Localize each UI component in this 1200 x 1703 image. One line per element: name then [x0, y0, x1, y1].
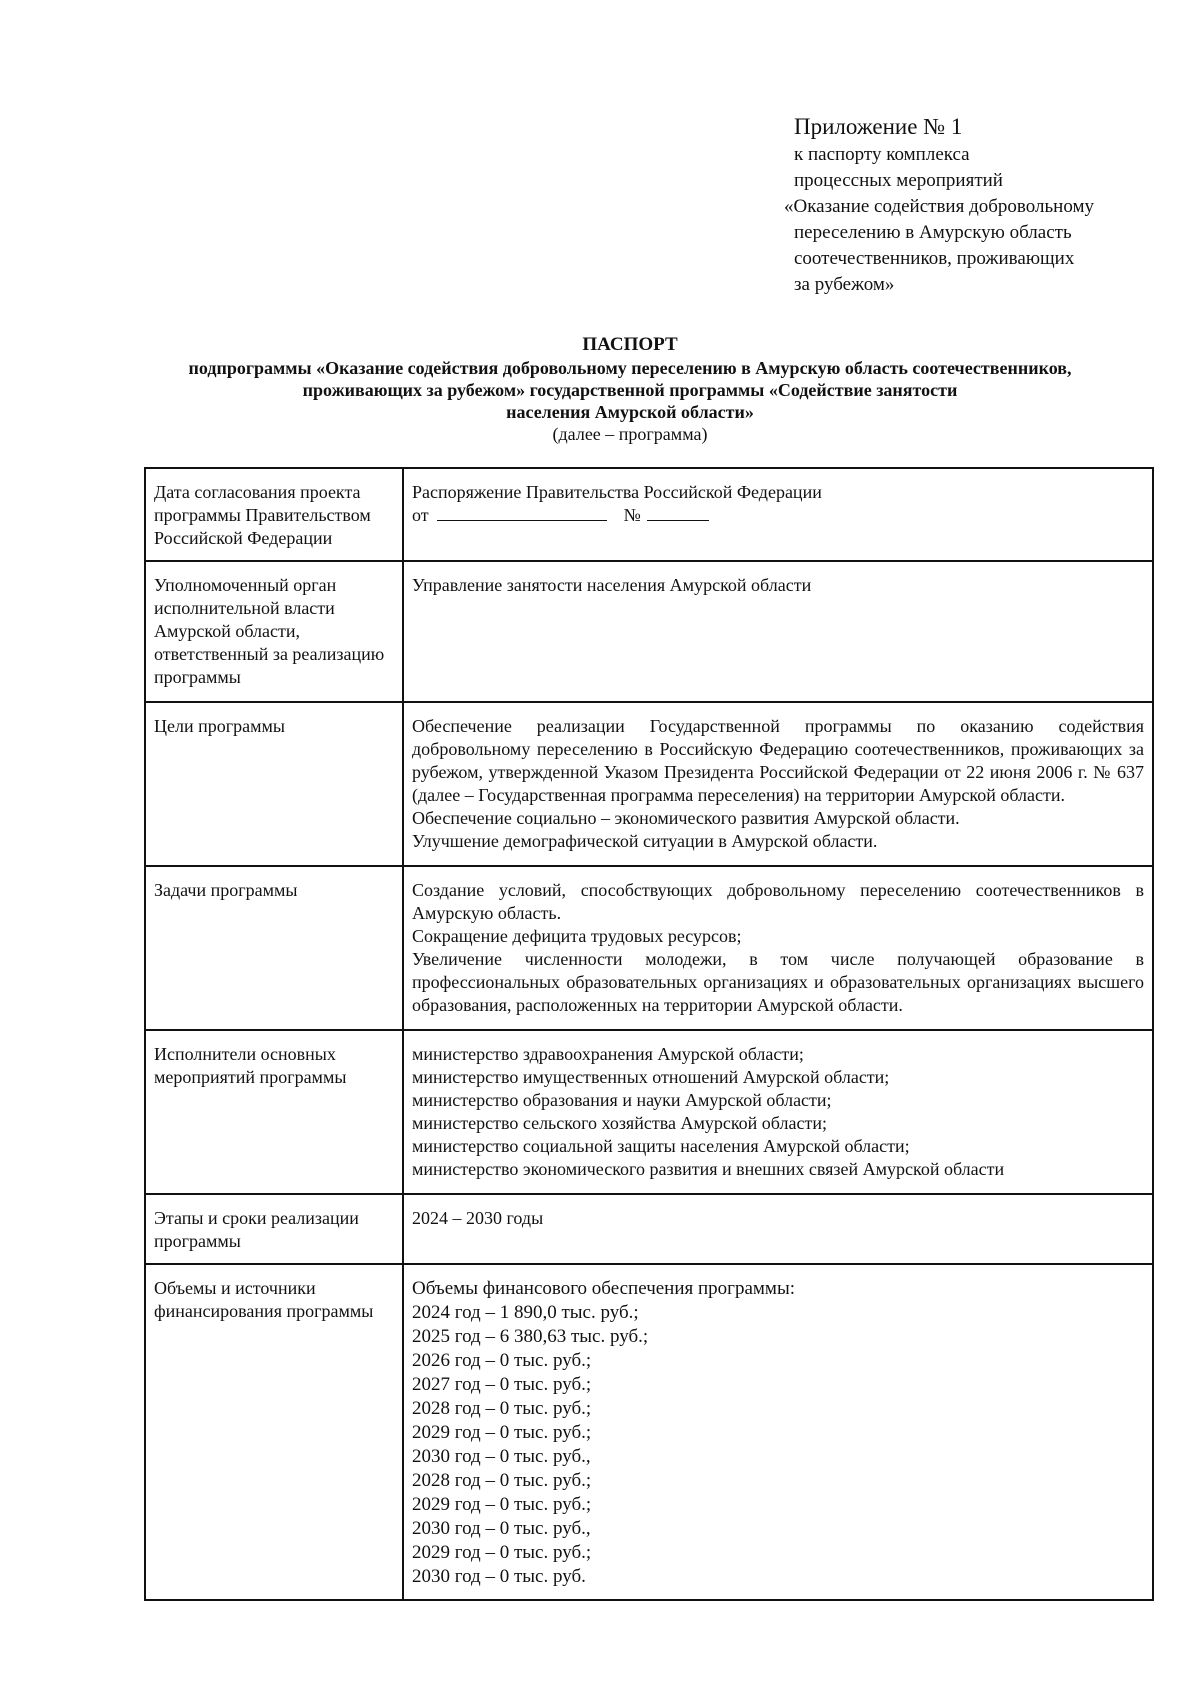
goal-item: Обеспечение социально – экономического развития Амурской области. [412, 808, 960, 828]
row-label: Объемы и источники финансирования программы [145, 1264, 403, 1600]
funding-item: 2028 год – 0 тыс. руб.; [412, 1470, 592, 1491]
appendix-line: за рубежом» [794, 274, 895, 295]
appendix-line: процессных мероприятий [794, 170, 1003, 191]
number-blank [647, 504, 709, 521]
passport-table [144, 467, 1154, 1601]
title-line: населения Амурской области» [506, 402, 754, 422]
date-blank [437, 504, 607, 521]
funding-item: 2029 год – 0 тыс. руб.; [412, 1422, 592, 1443]
funding-heading: Объемы финансового обеспечения программы: [412, 1278, 795, 1299]
row-goals [145, 702, 1153, 866]
row-value: Управление занятости населения Амурской области [403, 561, 1153, 702]
funding-item: 2030 год – 0 тыс. руб., [412, 1446, 591, 1467]
funding-item: 2029 год – 0 тыс. руб.; [412, 1494, 592, 1515]
row-value [403, 1030, 1153, 1194]
approval-date-line [412, 504, 1144, 527]
funding-item: 2024 год – 1 890,0 тыс. руб.; [412, 1302, 639, 1323]
row-stages [145, 1194, 1153, 1264]
row-approval [145, 468, 1153, 561]
row-executors [145, 1030, 1153, 1194]
appendix-line: к паспорту комплекса [794, 144, 970, 165]
funding-item: 2028 год – 0 тыс. руб.; [412, 1398, 592, 1419]
executor-item: министерство имущественных отношений Амурской области; [412, 1067, 890, 1087]
row-value [403, 468, 1153, 561]
title-line: проживающих за рубежом» государственной программы «Содействие занятости [302, 380, 958, 400]
row-label: Дата согласования проекта программы Правительством Российской Федерации [145, 468, 403, 561]
row-authority [145, 561, 1153, 702]
row-label: Уполномоченный орган исполнительной власти Амурской области, ответственный за реализацию программы [145, 561, 403, 702]
row-label: Этапы и сроки реализации программы [145, 1194, 403, 1264]
goal-item: Улучшение демографической ситуации в Амурской области. [412, 831, 878, 851]
title-main: ПАСПОРТ [582, 334, 678, 355]
executor-item: министерство экономического развития и внешних связей Амурской области [412, 1159, 1005, 1179]
row-value: 2024 – 2030 годы [403, 1194, 1153, 1264]
document-title [130, 334, 1130, 445]
funding-item: 2026 год – 0 тыс. руб.; [412, 1350, 592, 1371]
task-item: Увеличение численности молодежи, в том числе получающей образование в профессиональных образовательных организациях и образовательных организациях высшего образования, расположенных на территории Амурской области. [412, 949, 1144, 1015]
funding-item: 2027 год – 0 тыс. руб.; [412, 1374, 592, 1395]
row-tasks [145, 866, 1153, 1030]
row-value [403, 866, 1153, 1030]
row-value [403, 702, 1153, 866]
title-note: (далее – программа) [552, 424, 708, 444]
title-line: подпрограммы «Оказание содействия добровольному переселению в Амурскую область соотечественников, [188, 358, 1072, 378]
row-label: Задачи программы [145, 866, 403, 1030]
row-value [403, 1264, 1153, 1600]
appendix-line: соотечественников, проживающих [794, 248, 1075, 269]
appendix-number: Приложение № 1 [794, 114, 963, 139]
appendix-line: переселению в Амурскую область [794, 222, 1072, 243]
row-label: Исполнители основных мероприятий программы [145, 1030, 403, 1194]
executor-item: министерство социальной защиты населения Амурской области; [412, 1136, 910, 1156]
approval-line: Распоряжение Правительства Российской Федерации [412, 482, 822, 502]
row-label: Цели программы [145, 702, 403, 866]
appendix-line: «Оказание содействия добровольному [784, 196, 1094, 217]
executor-item: министерство здравоохранения Амурской области; [412, 1044, 804, 1064]
executor-item: министерство образования и науки Амурской области; [412, 1090, 832, 1110]
funding-item: 2029 год – 0 тыс. руб.; [412, 1542, 592, 1563]
funding-item: 2030 год – 0 тыс. руб., [412, 1518, 591, 1539]
from-label: от [412, 505, 429, 525]
task-item: Создание условий, способствующих добровольному переселению соотечественников в Амурскую область. [412, 880, 1144, 923]
funding-item: 2025 год – 6 380,63 тыс. руб.; [412, 1326, 649, 1347]
row-funding [145, 1264, 1153, 1600]
appendix-block [784, 112, 1184, 298]
funding-item: 2030 год – 0 тыс. руб. [412, 1566, 586, 1587]
goal-item: Обеспечение реализации Государственной программы по оказанию содействия добровольному переселению в Российскую Федерацию соотечественников, проживающих за рубежом, утвержденной Указом Президента Российской Федерации от 22 июня 2006 г. № 637 (далее – Государственная программа переселения) на территории Амурской области. [412, 716, 1144, 805]
task-item: Сокращение дефицита трудовых ресурсов; [412, 926, 742, 946]
executor-item: министерство сельского хозяйства Амурской области; [412, 1113, 827, 1133]
number-label: № [623, 505, 641, 525]
